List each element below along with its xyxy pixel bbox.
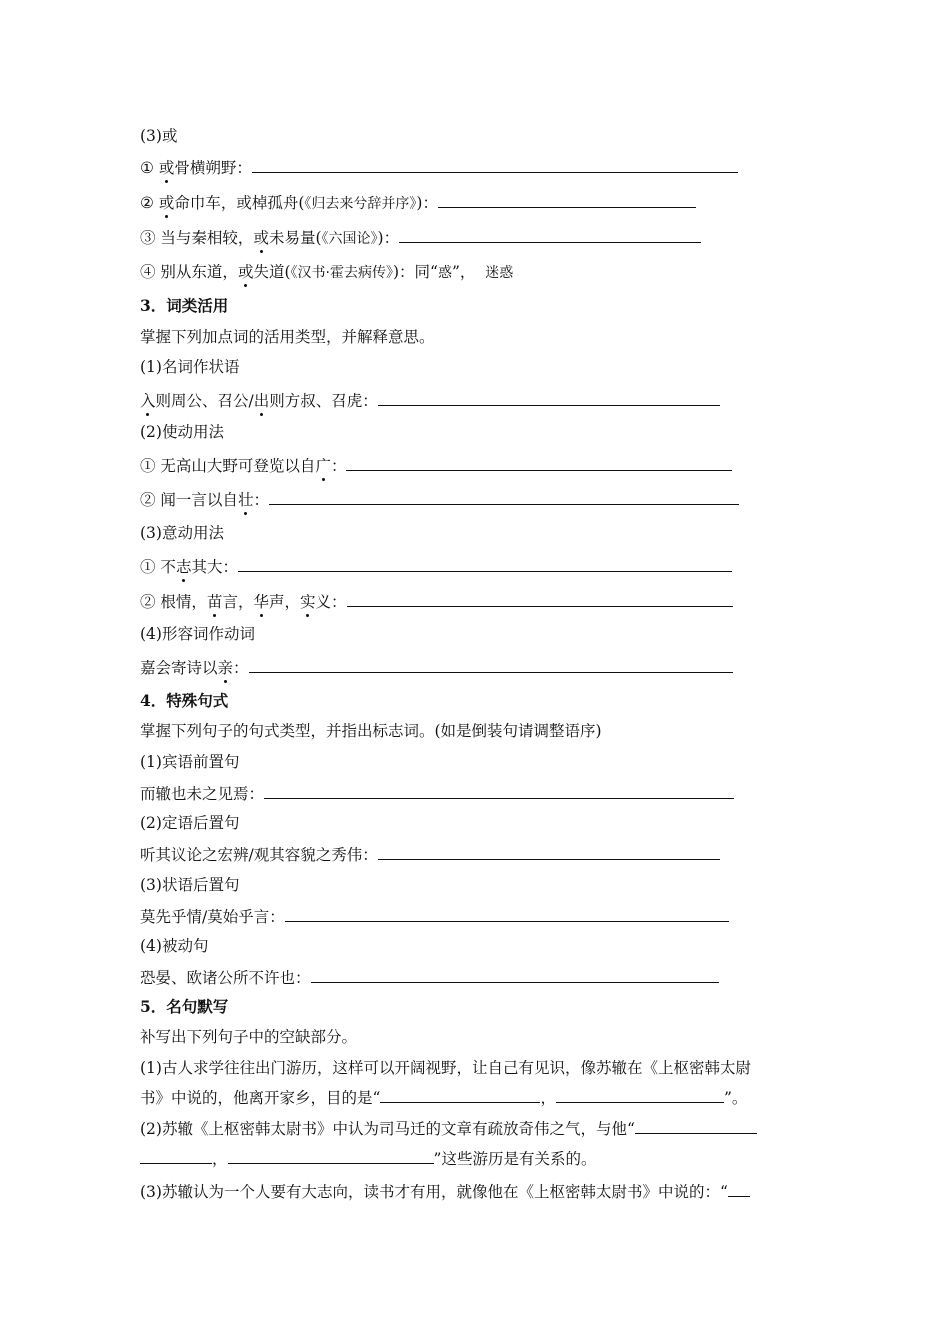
exercise-line: ① 无高山大野可登览以自广： bbox=[140, 455, 732, 476]
subsection-title: (1)名词作状语 bbox=[140, 358, 240, 376]
question-2-line-2: ， ”这些游历是有关系的。 bbox=[140, 1148, 596, 1169]
question-3-line-1: (3)苏辙认为一个人要有大志向，读书才有用，就像他在《上枢密韩太尉书》中说的：“ bbox=[140, 1181, 750, 1202]
section-instruction-3: 掌握下列加点词的活用类型，并解释意思。 bbox=[140, 328, 435, 346]
section-heading-3: 3．词类活用 bbox=[140, 296, 229, 315]
exercise-line: 莫先乎情/莫始乎言： bbox=[140, 906, 729, 927]
section-instruction-4: 掌握下列句子的句式类型，并指出标志词。(如是倒装句请调整语序) bbox=[140, 722, 602, 740]
section-instruction-5: 补写出下列句子中的空缺部分。 bbox=[140, 1028, 358, 1046]
subsection-title: (1)宾语前置句 bbox=[140, 753, 240, 771]
question-2-line-1: (2)苏辙《上枢密韩太尉书》中认为司马迁的文章有疏放奇伟之气，与他“ bbox=[140, 1118, 757, 1139]
section-heading-5: 5．名句默写 bbox=[140, 997, 229, 1016]
subsection-title: (3)状语后置句 bbox=[140, 876, 240, 894]
item-huo-3: ③ 当与秦相较，或未易量(《六国论》)： bbox=[140, 227, 701, 249]
answer-text: 迷惑 bbox=[485, 265, 514, 281]
exercise-line: ② 根情，苗言，华声，实义： bbox=[140, 591, 733, 612]
item-huo-1: ① 或骨横朔野： bbox=[140, 157, 738, 178]
answer-blank[interactable] bbox=[399, 227, 701, 243]
exercise-line: 而辙也未之见焉： bbox=[140, 783, 734, 804]
subsection-title: (3)意动用法 bbox=[140, 524, 224, 542]
answer-blank[interactable] bbox=[728, 1181, 750, 1197]
answer-blank[interactable] bbox=[252, 157, 738, 173]
answer-blank[interactable] bbox=[311, 967, 719, 983]
answer-blank[interactable] bbox=[269, 489, 739, 505]
exercise-line: 嘉会寄诗以亲： bbox=[140, 657, 733, 678]
answer-text: 惑 bbox=[437, 265, 452, 281]
subsection-title: (4)形容词作动词 bbox=[140, 625, 255, 643]
question-1-line-2: 书》中说的，他离开家乡，目的是“ ， ”。 bbox=[140, 1089, 748, 1107]
answer-blank[interactable] bbox=[346, 455, 732, 471]
item-huo-2: ② 或命巾车，或棹孤舟(《归去来兮辞并序》)： bbox=[140, 192, 696, 214]
answer-blank[interactable] bbox=[380, 1087, 540, 1103]
item-huo-4: ④ 别从东道，或失道(《汉书·霍去病传》)：同“惑”， 迷惑 bbox=[140, 263, 514, 281]
exercise-line: 恐晏、欧诸公所不许也： bbox=[140, 967, 719, 988]
exercise-line: 入则周公、召公/出则方叔、召虎： bbox=[140, 390, 720, 411]
answer-blank[interactable] bbox=[347, 591, 733, 607]
answer-blank[interactable] bbox=[556, 1087, 724, 1103]
question-1-line-1: (1)古人求学往往出门游历，这样可以开阔视野，让自己有见识，像苏辙在《上枢密韩太尉 bbox=[140, 1059, 751, 1077]
exercise-line: ② 闻一言以自壮： bbox=[140, 489, 739, 510]
answer-blank[interactable] bbox=[228, 1148, 434, 1164]
answer-blank[interactable] bbox=[140, 1148, 212, 1164]
subsection-title: (2)定语后置句 bbox=[140, 814, 240, 832]
section-heading-4: 4．特殊句式 bbox=[140, 691, 229, 710]
answer-blank[interactable] bbox=[249, 657, 733, 673]
answer-blank[interactable] bbox=[285, 906, 729, 922]
subsection-title: (2)使动用法 bbox=[140, 423, 224, 441]
answer-blank[interactable] bbox=[264, 783, 734, 799]
exercise-line: ① 不志其大： bbox=[140, 556, 732, 577]
answer-blank[interactable] bbox=[238, 556, 732, 572]
answer-blank[interactable] bbox=[635, 1118, 757, 1134]
exercise-line: 听其议论之宏辨/观其容貌之秀伟： bbox=[140, 844, 720, 865]
answer-blank[interactable] bbox=[438, 192, 696, 208]
answer-blank[interactable] bbox=[378, 844, 720, 860]
item-title-huo: (3)或 bbox=[140, 127, 178, 145]
subsection-title: (4)被动句 bbox=[140, 937, 209, 955]
answer-blank[interactable] bbox=[378, 390, 720, 406]
